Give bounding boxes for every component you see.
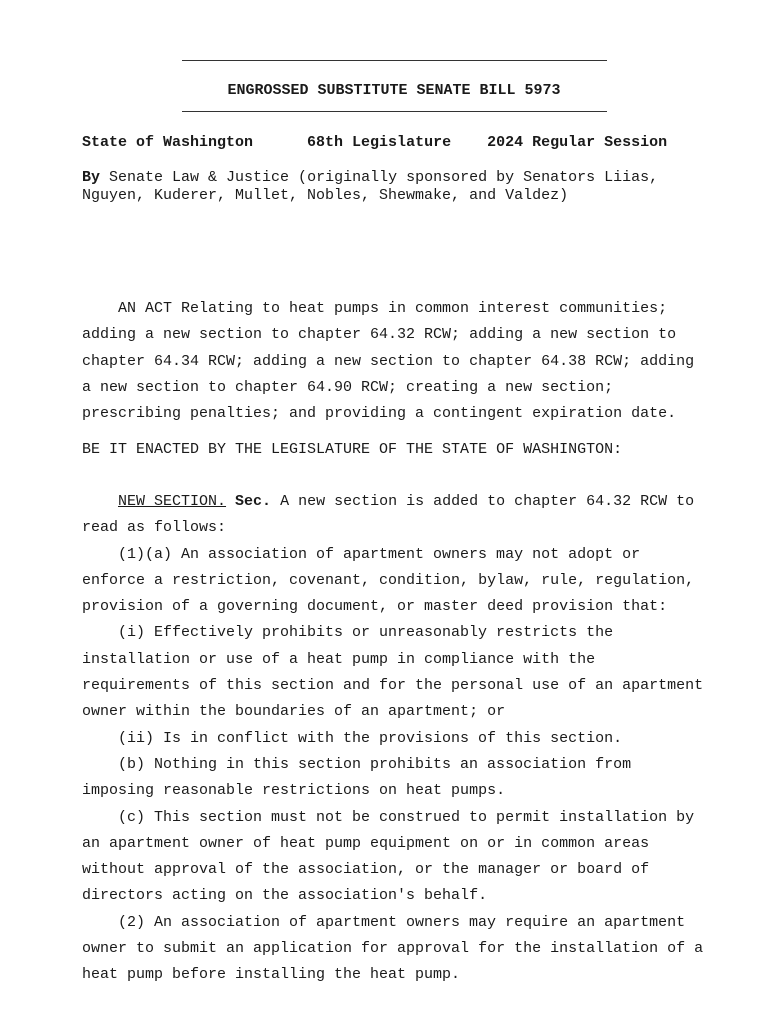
section-paragraph: (i) Effectively prohibits or unreasonably restricts the installation or use of a heat pump in compliance with the requirements of this section and for the personal use of an apartment owner within the boundaries of an apartment; or bbox=[82, 624, 704, 721]
new-section-label: NEW SECTION. bbox=[118, 493, 227, 510]
new-section bbox=[82, 489, 712, 989]
session-name: 2024 Regular Session bbox=[487, 134, 668, 151]
act-text: AN ACT Relating to heat pumps in common interest communities; adding a new section to chapter 64.32 RCW; adding a new section to chapter 64.34 RCW; adding a new section to chapter 64.38 RCW; adding a new section to chapter 64.90 RCW; creating a new section; prescribing penalties; and providing a contingent expiration date. bbox=[82, 300, 695, 423]
section-paragraph: (1)(a) An association of apartment owners may not adopt or enforce a restriction, covenant, condition, bylaw, rule, regulation, provision of a governing document, or master deed provision that: bbox=[82, 545, 695, 616]
header-rule-bottom bbox=[182, 111, 607, 112]
section-paragraph: (c) This section must not be construed to permit installation by an apartment owner of heat pump equipment on or in common areas without approval of the association, or the manager or board of directors acting on the association's behalf. bbox=[82, 808, 695, 905]
sponsors-block bbox=[82, 169, 712, 205]
bill-title: ENGROSSED SUBSTITUTE SENATE BILL 5973 bbox=[227, 82, 561, 99]
sponsors-text: Senate Law & Justice (originally sponsored by Senators Liias, Nguyen, Kuderer, Mullet, Nobles, Shewmake, and Valdez) bbox=[82, 169, 659, 204]
legislature-name: 68th Legislature bbox=[307, 134, 452, 151]
act-title bbox=[82, 296, 712, 427]
sec-label: Sec. bbox=[235, 493, 272, 510]
section-heading bbox=[82, 489, 712, 542]
section-paragraph: (2) An association of apartment owners may require an apartment owner to submit an application for approval for the installation of a heat pump before installing the heat pump. bbox=[82, 913, 704, 984]
section-intro: A new section is added to chapter 64.32 RCW to read as follows: bbox=[82, 493, 695, 537]
header-rule-top bbox=[182, 60, 607, 61]
sponsors-by-label: By bbox=[82, 169, 101, 186]
section-paragraph: (ii) Is in conflict with the provisions of this section. bbox=[118, 729, 623, 747]
session-line bbox=[82, 134, 667, 151]
state-name: State of Washington bbox=[82, 134, 254, 151]
enacting-clause: BE IT ENACTED BY THE LEGISLATURE OF THE STATE OF WASHINGTON: bbox=[82, 441, 623, 458]
section-paragraph: (b) Nothing in this section prohibits an association from imposing reasonable restrictions on heat pumps. bbox=[82, 755, 632, 800]
